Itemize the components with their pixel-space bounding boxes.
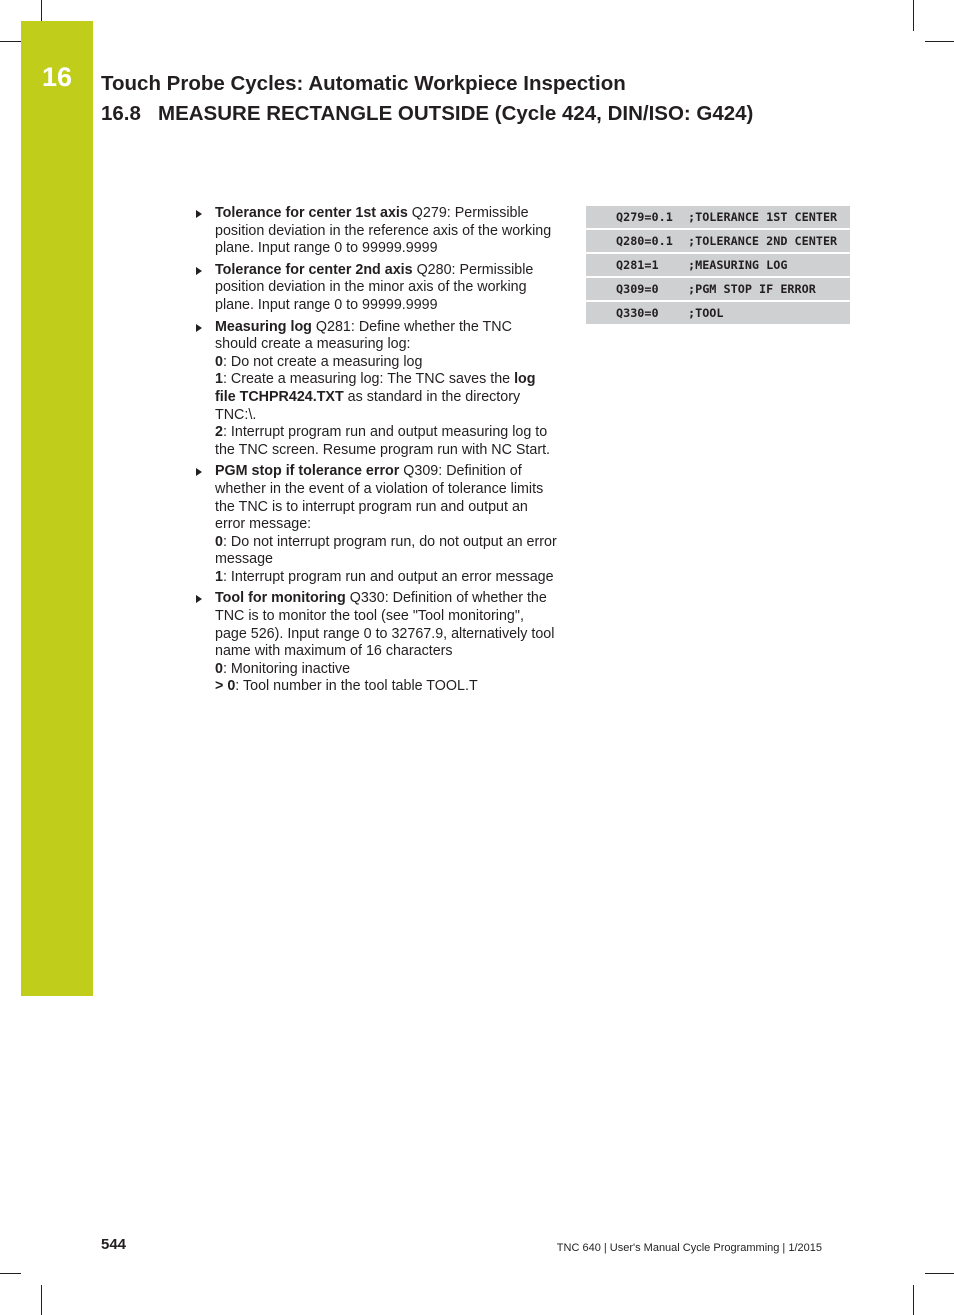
- crop-mark: [913, 1285, 914, 1315]
- option-line: [215, 354, 558, 372]
- param-desc: Q279: Permissible position deviation in the reference axis of the working plane. Input range 0 to 99999.9999: [215, 205, 552, 257]
- option-line: [215, 661, 558, 679]
- option-key: 1: [215, 568, 223, 585]
- param-term: Tool for monitoring: [215, 590, 346, 607]
- option-key: 0: [215, 533, 223, 550]
- option-text: : Tool number in the tool table TOOL.T: [235, 678, 478, 695]
- option-text: : Interrupt program run and output measuring log to the TNC screen. Resume program run with NC Start.: [215, 424, 551, 458]
- table-row: [586, 277, 850, 301]
- footer-doc-info: TNC 640 | User's Manual Cycle Programming | 1/2015: [556, 1242, 822, 1254]
- triangle-bullet-icon: [196, 210, 202, 218]
- list-item: [196, 319, 558, 460]
- option-line: [215, 678, 558, 696]
- option-text: : Monitoring inactive: [222, 660, 351, 677]
- table-row: [586, 253, 850, 277]
- code-comment: ;TOLERANCE 1ST CENTER: [688, 206, 850, 229]
- param-desc: Q280: Permissible position deviation in the minor axis of the working plane. Input range 0 to 99999.9999: [215, 261, 534, 313]
- crop-mark: [913, 0, 914, 31]
- crop-mark: [41, 0, 42, 21]
- list-item: [196, 590, 558, 696]
- chapter-number: 16: [41, 62, 73, 92]
- option-text: : Do not create a measuring log: [222, 353, 423, 370]
- section-heading: [101, 102, 753, 126]
- section-title: MEASURE RECTANGLE OUTSIDE (Cycle 424, DIN/ISO: G424): [158, 102, 754, 125]
- option-key: 2: [215, 424, 223, 441]
- param-term: PGM stop if tolerance error: [215, 463, 400, 480]
- option-line: [215, 534, 558, 569]
- page-number: 544: [101, 1236, 127, 1253]
- option-line: [215, 424, 558, 459]
- option-line: [215, 371, 558, 424]
- option-text: as standard in the directory TNC:\.: [215, 388, 521, 423]
- triangle-bullet-icon: [196, 468, 202, 476]
- code-comment: ;TOLERANCE 2ND CENTER: [688, 229, 850, 253]
- table-row: [586, 206, 850, 229]
- option-text: : Do not interrupt program run, do not output an error message: [215, 533, 557, 568]
- code-comment: ;PGM STOP IF ERROR: [688, 277, 850, 301]
- option-key: 0: [215, 353, 223, 370]
- section-number: 16.8: [101, 102, 141, 125]
- crop-mark: [925, 1273, 954, 1274]
- code-param: Q279=0.1: [586, 206, 688, 229]
- code-comment: ;TOOL: [688, 301, 850, 325]
- list-item: [196, 262, 558, 315]
- list-item: [196, 205, 558, 258]
- chapter-title: Touch Probe Cycles: Automatic Workpiece Inspection: [101, 72, 626, 95]
- param-term: Measuring log: [215, 318, 312, 335]
- crop-mark: [0, 41, 21, 42]
- code-param: Q309=0: [586, 277, 688, 301]
- triangle-bullet-icon: [196, 267, 202, 275]
- parameter-list: [196, 205, 558, 700]
- option-text: : Interrupt program run and output an error message: [222, 568, 554, 585]
- chapter-sidebar: [21, 21, 93, 996]
- param-desc: Q330: Definition of whether the TNC is to monitor the tool (see "Tool monitoring", page 526). Input range 0 to 32767.9, alternatively tool name with maximum of 16 characters: [215, 590, 555, 660]
- param-desc: Q309: Definition of whether in the event of a violation of tolerance limits the TNC is to interrupt program run and output an error message:: [215, 463, 544, 533]
- list-item: [196, 463, 558, 586]
- code-param: Q280=0.1: [586, 229, 688, 253]
- param-desc: Q281: Define whether the TNC should create a measuring log:: [215, 318, 512, 353]
- crop-mark: [0, 1273, 21, 1274]
- option-key: 1: [215, 371, 223, 388]
- log-file-name: log file TCHPR424.TXT: [215, 371, 536, 405]
- option-key: > 0: [215, 678, 236, 695]
- nc-code-table: [586, 206, 850, 326]
- code-param: Q330=0: [586, 301, 688, 325]
- triangle-bullet-icon: [196, 324, 202, 332]
- code-comment: ;MEASURING LOG: [688, 253, 850, 277]
- table-row: [586, 301, 850, 325]
- option-key: 0: [215, 660, 223, 677]
- param-term: Tolerance for center 1st axis: [215, 205, 408, 221]
- code-param: Q281=1: [586, 253, 688, 277]
- option-text: : Create a measuring log: The TNC saves the: [222, 371, 515, 388]
- param-term: Tolerance for center 2nd axis: [215, 261, 413, 278]
- triangle-bullet-icon: [196, 595, 202, 603]
- option-line: [215, 569, 558, 587]
- table-row: [586, 229, 850, 253]
- crop-mark: [925, 41, 954, 42]
- crop-mark: [41, 1285, 42, 1315]
